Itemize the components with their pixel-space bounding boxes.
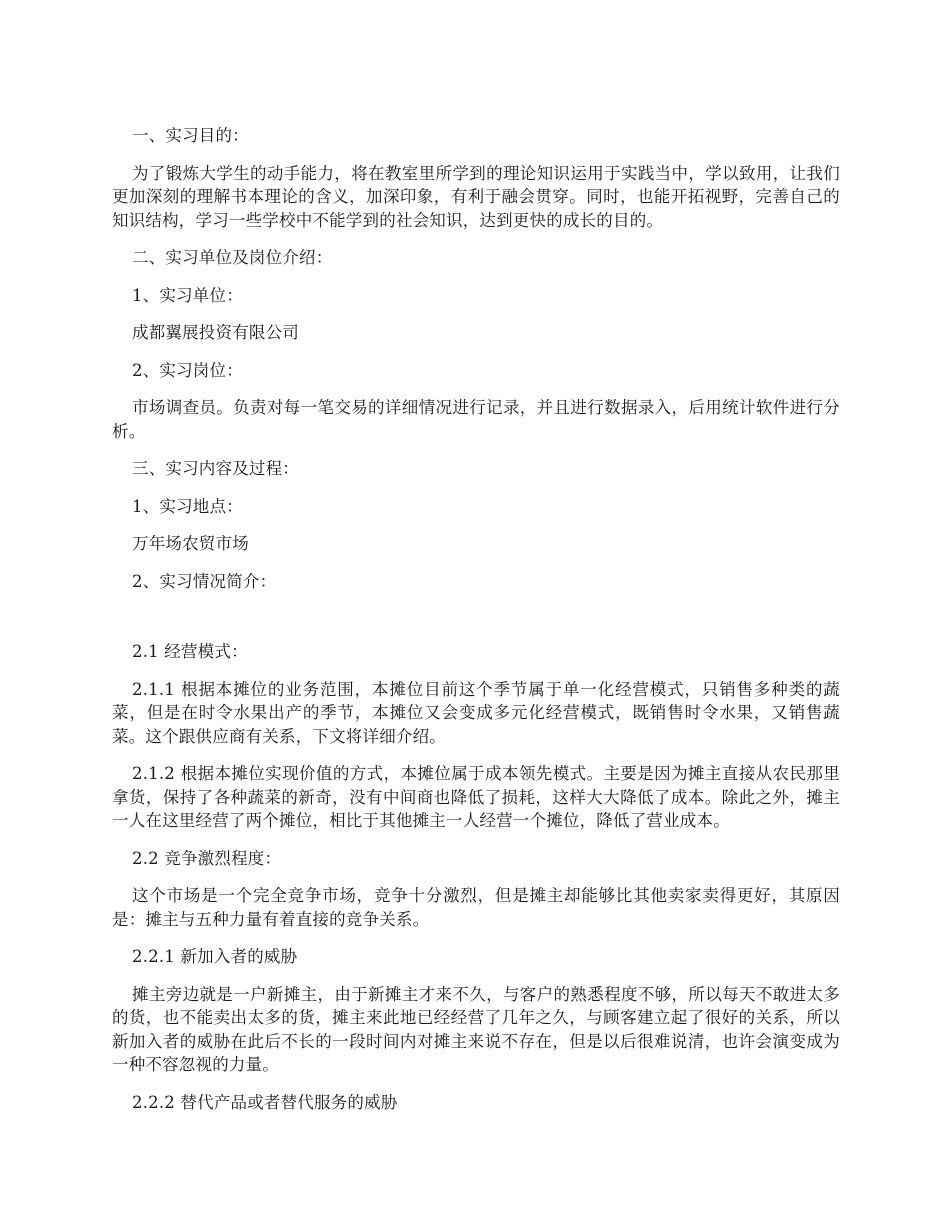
section-heading-purpose: 一、实习目的：: [132, 126, 249, 145]
subheading-business-model: 2.1 经营模式：: [132, 642, 248, 661]
subheading-substitutes: 2.2.2 替代产品或者替代服务的威胁: [132, 1092, 398, 1112]
subheading-competition: 2.2 竞争激烈程度：: [132, 848, 282, 868]
business-model-paragraph-1: 2.1.1 根据本摊位的业务范围，本摊位目前这个季节属于单一化经营模式，只销售多种类的蔬菜，但是在时令水果出产的季节，本摊位又会变成多元化经营模式，既销售时令水果，又销售蔬菜。这个跟供应商有关系，下文将详细介绍。: [112, 679, 840, 746]
location-name: 万年场农贸市场: [132, 534, 249, 553]
subheading-location: 1、实习地点：: [132, 496, 243, 516]
business-model-paragraph-2: 2.1.2 根据本摊位实现价值的方式，本摊位属于成本领先模式。主要是因为摊主直接从农民那里拿货，保持了各种蔬菜的新奇，没有中间商也降低了损耗，这样大大降低了成本。除此之外，摊主一人在这里经营了两个摊位，相比于其他摊主一人经营一个摊位，降低了营业成本。: [112, 764, 840, 830]
section-heading-content-process: 三、实习内容及过程：: [132, 459, 299, 478]
subheading-overview: 2、实习情况简介：: [132, 571, 277, 591]
subheading-new-entrants: 2.2.1 新加入者的威胁: [132, 947, 298, 966]
new-entrants-paragraph: 摊主旁边就是一户新摊主，由于新摊主才来不久，与客户的熟悉程度不够，所以每天不敢进太多的货，也不能卖出太多的货，摊主来此地已经经营了几年之久，与顾客建立起了很好的关系，所以新加入者的威胁在此后不长的一段时间内对摊主来说不存在，但是以后很难说清，也许会演变成为一种不容忽视的力量。: [112, 984, 840, 1074]
purpose-paragraph: 为了锻炼大学生的动手能力，将在教室里所学到的理论知识运用于实践当中，学以致用，让我们更加深刻的理解书本理论的含义，加深印象，有利于融会贯穿。同时，也能开拓视野，完善自己的知识结构，学习一些学校中不能学到的社会知识，达到更快的成长的目的。: [112, 163, 840, 230]
competition-paragraph: 这个市场是一个完全竞争市场，竞争十分激烈，但是摊主却能够比其他卖家卖得更好，其原因是：摊主与五种力量有着直接的竞争关系。: [112, 886, 840, 929]
section-heading-unit-position: 二、实习单位及岗位介绍：: [132, 248, 333, 267]
company-name: 成都翼展投资有限公司: [132, 323, 299, 342]
position-description: 市场调查员。负责对每一笔交易的详细情况进行记录，并且进行数据录入，后用统计软件进行分析。: [112, 398, 840, 441]
subheading-unit: 1、实习单位：: [132, 285, 243, 305]
subheading-position: 2、实习岗位：: [132, 360, 243, 380]
document-body: [112, 124, 840, 1114]
